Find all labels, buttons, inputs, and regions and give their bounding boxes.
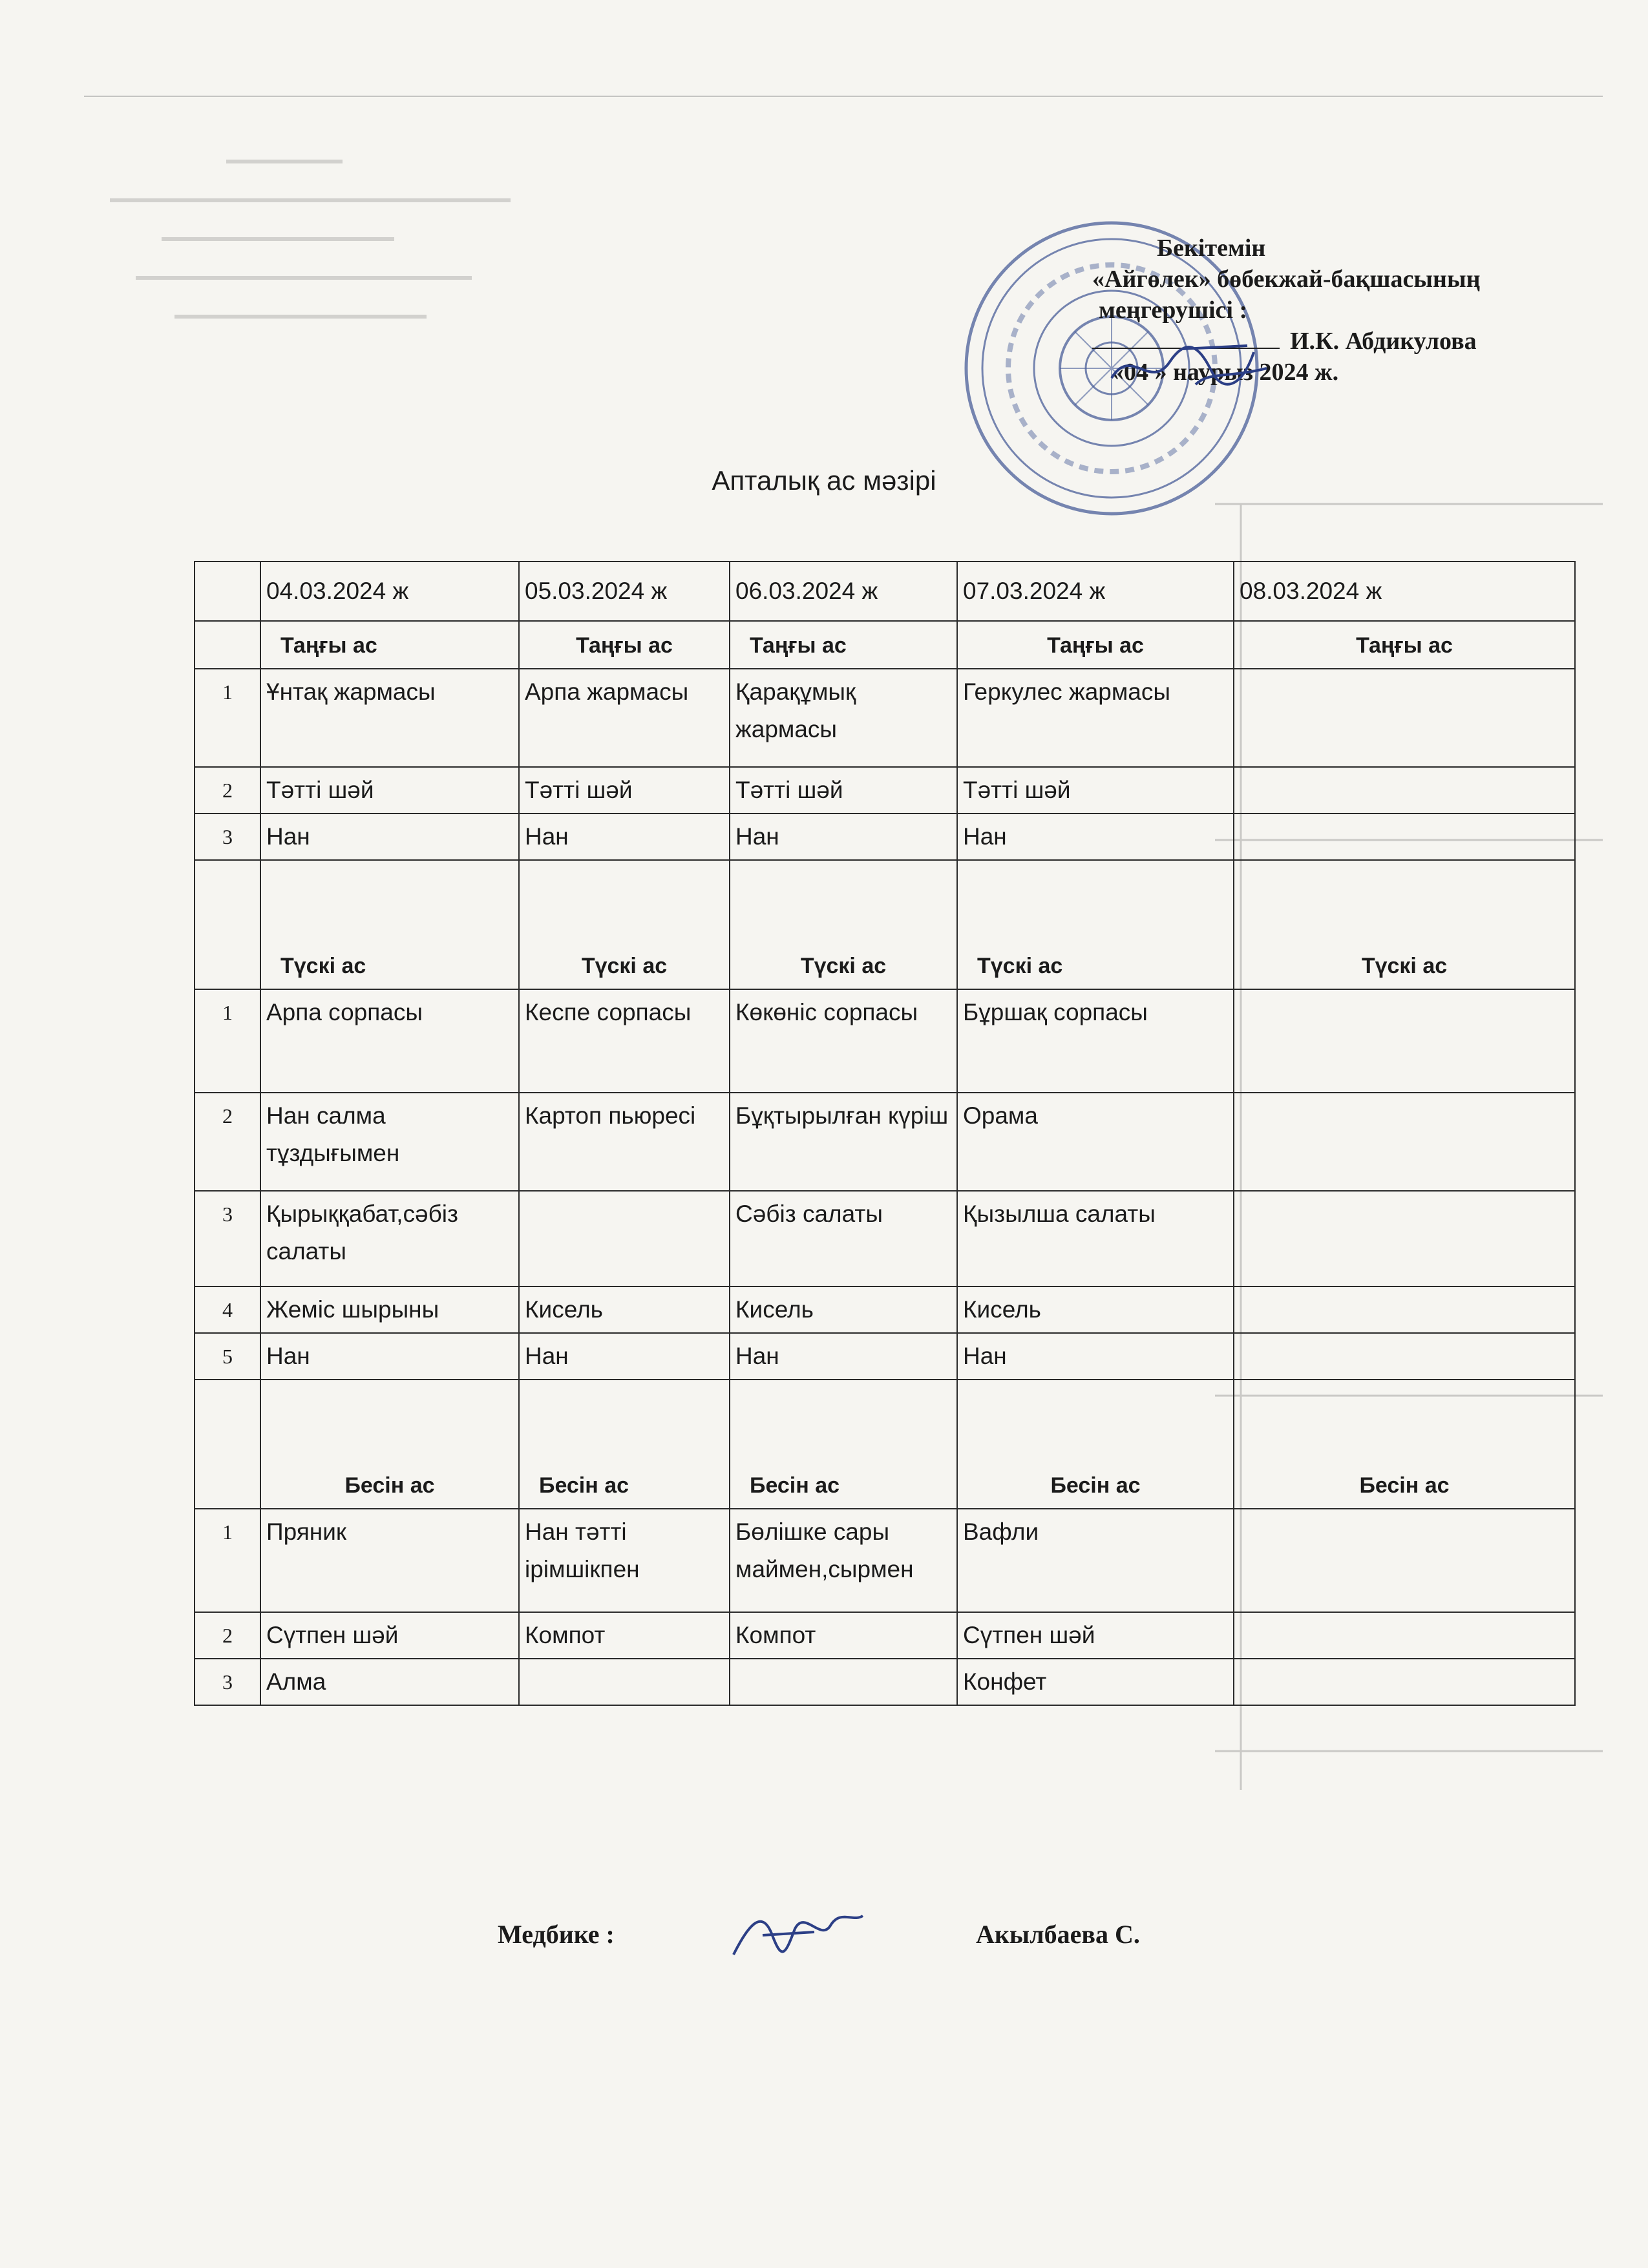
menu-cell	[1234, 989, 1575, 1093]
table-row	[195, 1191, 1575, 1286]
date-cell: 06.03.2024 ж	[730, 562, 957, 621]
approval-organization: «Айгөлек» бөбекжай-бақшасының	[1092, 266, 1481, 293]
menu-cell: Ұнтақ жармасы	[260, 669, 519, 767]
menu-cell	[1234, 1191, 1575, 1286]
table-row	[195, 989, 1575, 1093]
table-row	[195, 1286, 1575, 1333]
nurse-name: Акылбаева С.	[976, 1920, 1140, 1949]
meal-header: Бесін ас	[1234, 1380, 1575, 1509]
lunch-header-row	[195, 860, 1575, 989]
weekly-menu-table	[194, 561, 1576, 1706]
meal-header: Түскі ас	[1234, 860, 1575, 989]
row-number: 2	[195, 767, 260, 814]
table-row	[195, 1333, 1575, 1380]
table-row	[195, 767, 1575, 814]
menu-cell: Геркулес жармасы	[957, 669, 1234, 767]
table-row	[195, 1612, 1575, 1659]
row-number: 2	[195, 1093, 260, 1191]
meal-header: Таңғы ас	[1234, 621, 1575, 669]
meal-header: Бесін ас	[730, 1380, 957, 1509]
menu-cell	[1234, 1286, 1575, 1333]
menu-cell	[1234, 1333, 1575, 1380]
menu-cell: Нан	[260, 1333, 519, 1380]
nurse-role: Медбике :	[498, 1920, 615, 1949]
menu-cell	[730, 1659, 957, 1705]
menu-cell: Арпа сорпасы	[260, 989, 519, 1093]
row-number: 2	[195, 1612, 260, 1659]
breakfast-header-row	[195, 621, 1575, 669]
meal-header: Таңғы ас	[957, 621, 1234, 669]
nurse-signature	[724, 1896, 872, 1968]
menu-cell: Бұқтырылған күріш	[730, 1093, 957, 1191]
meal-header: Таңғы ас	[260, 621, 519, 669]
menu-cell: Нан	[260, 814, 519, 860]
menu-cell: Нан	[519, 1333, 730, 1380]
menu-cell: Нан тәтті ірімшікпен	[519, 1509, 730, 1612]
menu-cell: Жеміс шырыны	[260, 1286, 519, 1333]
menu-cell	[519, 1191, 730, 1286]
corner-cell	[195, 562, 260, 621]
bleed-through-header	[97, 136, 588, 349]
row-number: 5	[195, 1333, 260, 1380]
row-number: 4	[195, 1286, 260, 1333]
menu-cell	[1234, 1509, 1575, 1612]
menu-cell: Пряник	[260, 1509, 519, 1612]
menu-cell: Бөлішке сары маймен,сырмен	[730, 1509, 957, 1612]
meal-header: Түскі ас	[519, 860, 730, 989]
meal-header: Бесін ас	[260, 1380, 519, 1509]
date-cell: 07.03.2024 ж	[957, 562, 1234, 621]
menu-cell: Тәтті шәй	[519, 767, 730, 814]
director-signature	[1099, 333, 1280, 404]
scan-edge-line	[84, 96, 1603, 97]
date-cell: 04.03.2024 ж	[260, 562, 519, 621]
menu-cell: Кеспе сорпасы	[519, 989, 730, 1093]
menu-cell: Қызылша салаты	[957, 1191, 1234, 1286]
bleed-through-scribble	[97, 136, 588, 349]
menu-cell	[519, 1659, 730, 1705]
menu-cell	[1234, 1612, 1575, 1659]
menu-cell	[1234, 767, 1575, 814]
menu-cell: Нан	[957, 1333, 1234, 1380]
menu-cell: Сәбіз салаты	[730, 1191, 957, 1286]
menu-cell: Кисель	[730, 1286, 957, 1333]
row-number: 1	[195, 669, 260, 767]
menu-cell: Сүтпен шәй	[957, 1612, 1234, 1659]
table-row	[195, 1509, 1575, 1612]
approver-name: И.К. Абдикулова	[1290, 328, 1477, 355]
date-cell: 05.03.2024 ж	[519, 562, 730, 621]
menu-cell: Кисель	[519, 1286, 730, 1333]
approval-date: «04 » наурыз 2024 ж.	[1112, 359, 1339, 386]
menu-cell: Алма	[260, 1659, 519, 1705]
row-number: 1	[195, 989, 260, 1093]
table-row	[195, 669, 1575, 767]
menu-cell: Қарақұмық жармасы	[730, 669, 957, 767]
menu-cell: Компот	[519, 1612, 730, 1659]
page-title: Апталық ас мәзірі	[712, 465, 936, 496]
row-number: 3	[195, 1659, 260, 1705]
meal-header: Таңғы ас	[519, 621, 730, 669]
menu-cell: Нан салма тұздығымен	[260, 1093, 519, 1191]
meal-header: Бесін ас	[519, 1380, 730, 1509]
menu-cell: Тәтті шәй	[957, 767, 1234, 814]
meal-header: Түскі ас	[957, 860, 1234, 989]
menu-cell	[1234, 814, 1575, 860]
menu-cell: Көкөніс сорпасы	[730, 989, 957, 1093]
row-number: 1	[195, 1509, 260, 1612]
menu-cell: Арпа жармасы	[519, 669, 730, 767]
menu-cell: Бұршақ сорпасы	[957, 989, 1234, 1093]
menu-cell: Нан	[730, 814, 957, 860]
menu-cell: Картоп пьюресі	[519, 1093, 730, 1191]
menu-cell: Компот	[730, 1612, 957, 1659]
menu-cell	[1234, 669, 1575, 767]
menu-cell: Қырыққабат,сәбіз салаты	[260, 1191, 519, 1286]
meal-header: Бесін ас	[957, 1380, 1234, 1509]
meal-header: Түскі ас	[730, 860, 957, 989]
menu-cell: Вафли	[957, 1509, 1234, 1612]
menu-cell	[1234, 1659, 1575, 1705]
table-row	[195, 1093, 1575, 1191]
approval-position: меңгерушісі :	[1099, 297, 1248, 324]
meal-header: Түскі ас	[260, 860, 519, 989]
menu-cell: Тәтті шәй	[730, 767, 957, 814]
menu-cell: Тәтті шәй	[260, 767, 519, 814]
menu-cell: Орама	[957, 1093, 1234, 1191]
menu-cell: Нан	[519, 814, 730, 860]
menu-cell: Нан	[957, 814, 1234, 860]
menu-cell	[1234, 1093, 1575, 1191]
meal-header: Таңғы ас	[730, 621, 957, 669]
date-row	[195, 562, 1575, 621]
row-number: 3	[195, 1191, 260, 1286]
menu-cell: Нан	[730, 1333, 957, 1380]
menu-cell: Конфет	[957, 1659, 1234, 1705]
table-row	[195, 814, 1575, 860]
menu-cell: Кисель	[957, 1286, 1234, 1333]
date-cell: 08.03.2024 ж	[1234, 562, 1575, 621]
row-number: 3	[195, 814, 260, 860]
table-row	[195, 1659, 1575, 1705]
menu-cell: Сүтпен шәй	[260, 1612, 519, 1659]
approval-heading: Бекітемін	[1157, 235, 1266, 262]
snack-header-row	[195, 1380, 1575, 1509]
